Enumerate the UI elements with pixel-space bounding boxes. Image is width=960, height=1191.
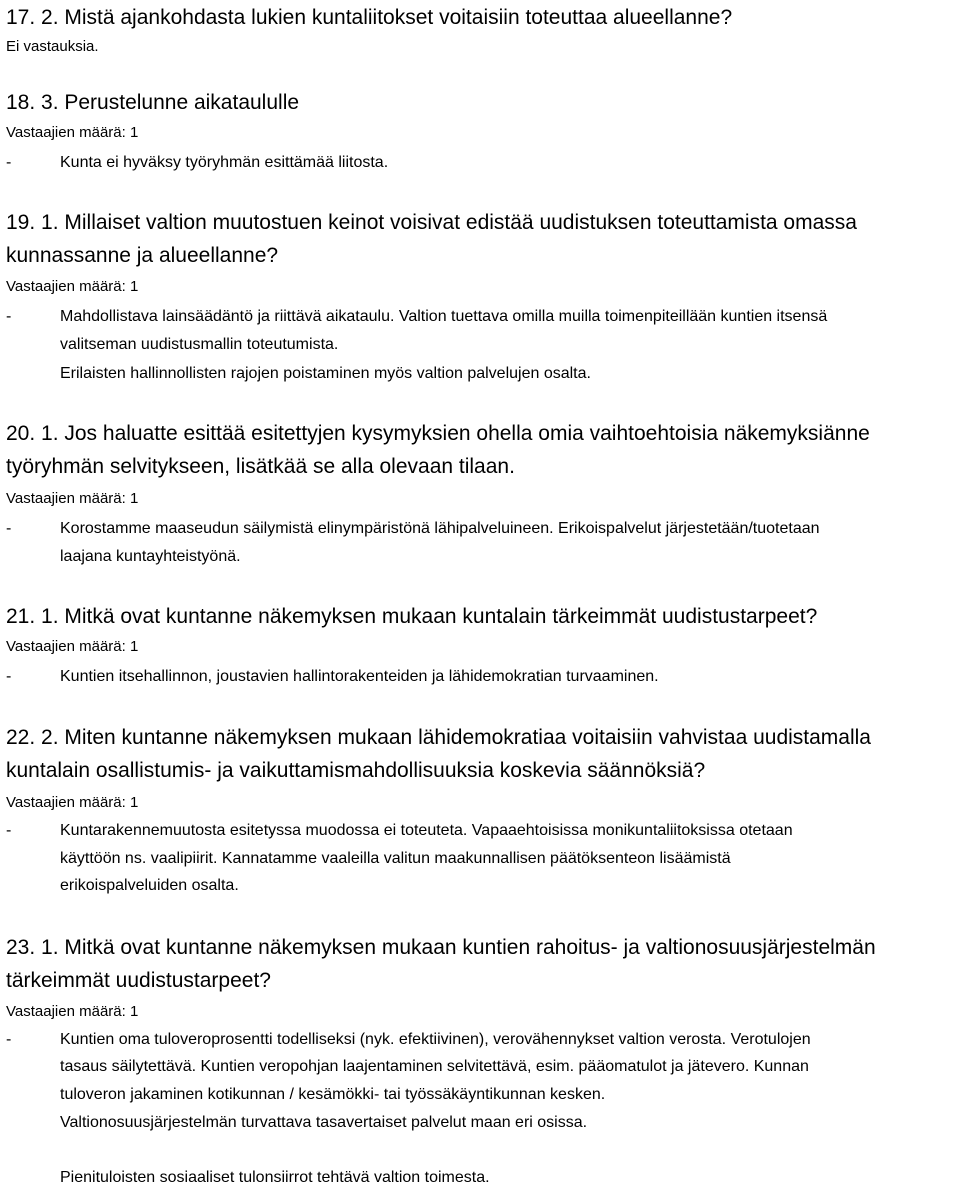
respondent-count: Vastaajien määrä: 1 <box>6 794 139 811</box>
question-18: 18. 3. Perustelunne aikataululle <box>6 91 300 114</box>
answer-line: tasaus säilytettävä. Kuntien veropohjan laajentaminen selvitettävä, esim. pääomatulot ja jätevero. Kunnan <box>60 1058 809 1075</box>
answer-line: Pienituloisten sosiaaliset tulonsiirrot tehtävä valtion toimesta. <box>60 1169 490 1186</box>
answer-line: Valtionosuusjärjestelmän turvattava tasavertaiset palvelut maan eri osissa. <box>60 1114 588 1131</box>
respondent-count: Vastaajien määrä: 1 <box>6 1003 139 1020</box>
respondent-count: Vastaajien määrä: 1 <box>6 278 139 295</box>
bullet-dash: - <box>6 308 12 325</box>
question-21: 21. 1. Mitkä ovat kuntanne näkemyksen mukaan kuntalain tärkeimmät uudistustarpeet? <box>6 605 818 628</box>
question-19-line-2: kunnassanne ja alueellanne? <box>6 244 279 267</box>
question-17: 17. 2. Mistä ajankohdasta lukien kuntaliitokset voitaisiin toteuttaa alueellanne? <box>6 6 733 29</box>
respondent-count: Vastaajien määrä: 1 <box>6 638 139 655</box>
question-19-line-1: 19. 1. Millaiset valtion muutostuen keinot voisivat edistää uudistuksen toteuttamista omassa <box>6 211 857 234</box>
respondent-count: Vastaajien määrä: 1 <box>6 124 139 141</box>
answer-line: tuloveron jakaminen kotikunnan / kesämökki- tai työssäkäyntikunnan kesken. <box>60 1086 606 1103</box>
answer-line: valitseman uudistusmallin toteutumista. <box>60 336 339 353</box>
answer-line: Kuntien itsehallinnon, joustavien hallintorakenteiden ja lähidemokratian turvaaminen. <box>60 668 659 685</box>
answer-line: Mahdollistava lainsäädäntö ja riittävä aikataulu. Valtion tuettava omilla muilla toimenpiteillään kuntien itsensä <box>60 308 828 325</box>
question-22-line-2: kuntalain osallistumis- ja vaikuttamismahdollisuuksia koskevia säännöksiä? <box>6 759 706 782</box>
bullet-dash: - <box>6 154 12 171</box>
answer-line: Kunta ei hyväksy työryhmän esittämää liitosta. <box>60 154 389 171</box>
bullet-dash: - <box>6 822 12 839</box>
answer-line: Kuntarakennemuutosta esitetyssa muodossa ei toteuteta. Vapaaehtoisissa monikuntaliitoksissa otetaan <box>60 822 793 839</box>
answer-line: erikoispalveluiden osalta. <box>60 877 239 894</box>
answer-line: Kuntien oma tuloveroprosentti todelliseksi (nyk. efektiivinen), verovähennykset valtion verosta. Verotulojen <box>60 1031 811 1048</box>
answer-line: käyttöön ns. vaalipiirit. Kannatamme vaaleilla valitun maakunnallisen päätöksenteon lisäämistä <box>60 850 731 867</box>
bullet-dash: - <box>6 1031 12 1048</box>
question-23-line-2: tärkeimmät uudistustarpeet? <box>6 969 271 992</box>
respondent-count: Vastaajien määrä: 1 <box>6 490 139 507</box>
question-23-line-1: 23. 1. Mitkä ovat kuntanne näkemyksen mukaan kuntien rahoitus- ja valtionosuusjärjestelmän <box>6 936 876 959</box>
answer-line: Erilaisten hallinnollisten rajojen poistaminen myös valtion palvelujen osalta. <box>60 365 591 382</box>
no-answers-note: Ei vastauksia. <box>6 38 99 55</box>
answer-line: laajana kuntayhteistyönä. <box>60 548 241 565</box>
question-20-line-1: 20. 1. Jos haluatte esittää esitettyjen kysymyksien ohella omia vaihtoehtoisia näkemyksiänne <box>6 422 870 445</box>
question-22-line-1: 22. 2. Miten kuntanne näkemyksen mukaan lähidemokratiaa voitaisiin vahvistaa uudistamalla <box>6 726 871 749</box>
question-20-line-2: työryhmän selvitykseen, lisätkää se alla olevaan tilaan. <box>6 455 515 478</box>
bullet-dash: - <box>6 668 12 685</box>
bullet-dash: - <box>6 520 12 537</box>
answer-line: Korostamme maaseudun säilymistä elinympäristönä lähipalveluineen. Erikoispalvelut järjestetään/tuotetaan <box>60 520 820 537</box>
